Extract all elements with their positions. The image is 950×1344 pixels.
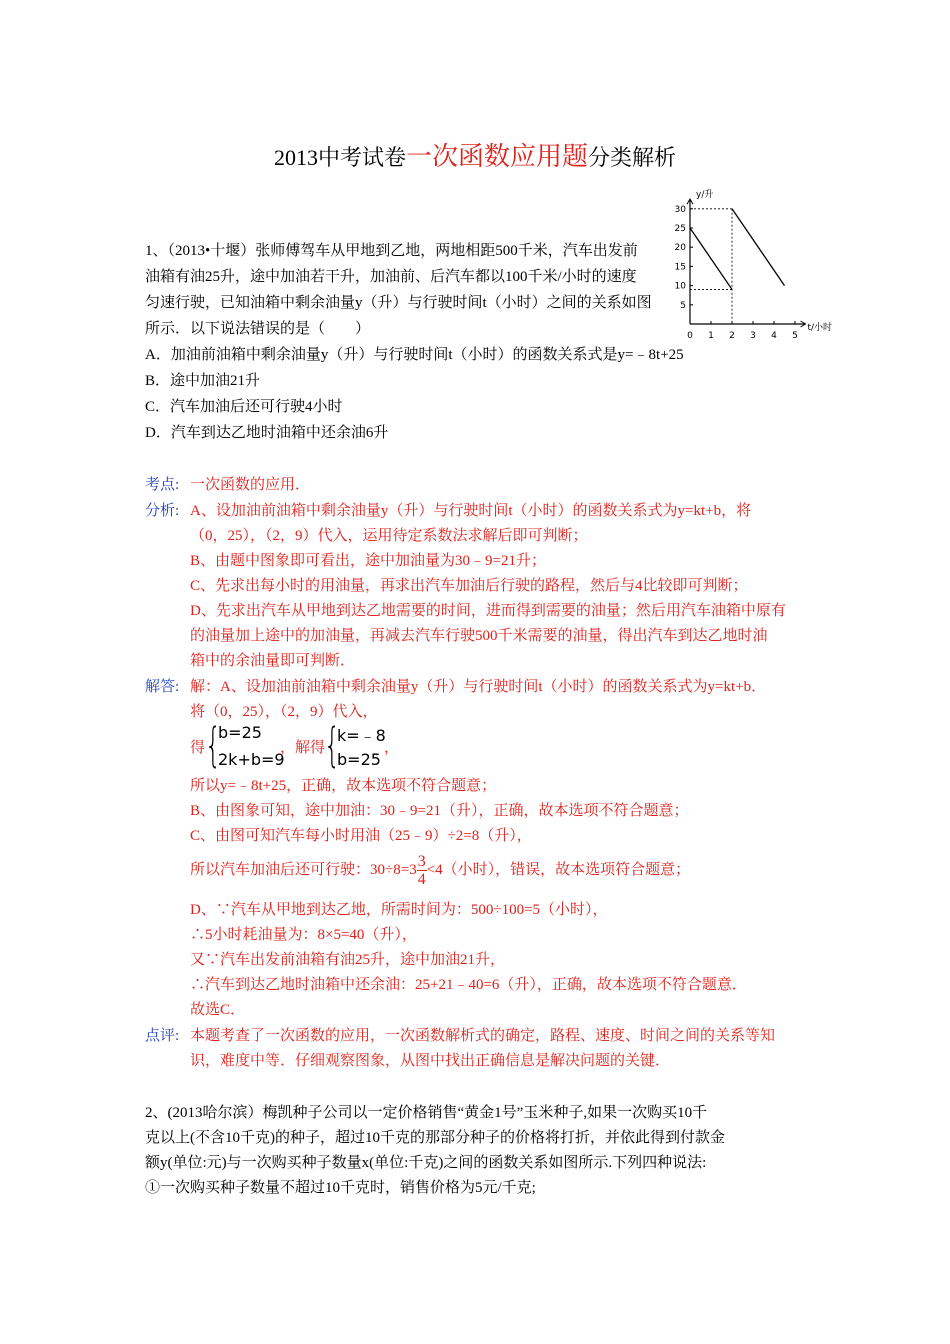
- system-2-eq-1: k=﹣8: [337, 726, 386, 745]
- jieda-line-6-pre: 所以汽车加油后还可行驶：30÷8=3: [190, 862, 417, 878]
- title-highlight: 一次函数应用题: [405, 142, 588, 171]
- fenxi-line-1: A、设加油前油箱中剩余油量y（升）与行驶时间t（小时）的函数关系式为y=kt+b，将: [190, 503, 752, 519]
- y-tick-label-20: 20: [674, 243, 686, 254]
- dianping-label: 点评:: [145, 1028, 180, 1044]
- jieda-line-4: B、由图象可知，途中加油：30﹣9=21（升），正确，故本选项不符合题意；: [190, 803, 689, 819]
- y-tick-label-30: 30: [674, 204, 686, 215]
- x-tick-label-1: 1: [708, 331, 714, 341]
- title-prefix: 2013中考试卷: [273, 145, 406, 170]
- system-1-eq-2: 2k+b=9: [218, 750, 285, 769]
- q1-stem-line-3: 匀速行驶，已知油箱中剩余油量y（升）与行驶时间t（小时）之间的关系如图: [145, 295, 652, 311]
- y-tick-label-10: 10: [674, 281, 686, 292]
- fuel-chart: [668, 190, 838, 346]
- fenxi-line-4: C、先求出每小时的用油量，再求出汽车加油后行驶的路程，然后与4比较即可判断；: [190, 578, 748, 594]
- jieda-label: 解答:: [145, 679, 180, 695]
- x-axis-label: t/小时: [807, 323, 833, 333]
- fenxi-line-2: （0，25），（2，9）代入，运用待定系数法求解后即可判断；: [190, 528, 588, 544]
- fenxi-line-5: D、先求出汽车从甲地到达乙地需要的时间，进而得到需要的油量；然后用汽车油箱中原有: [190, 603, 786, 619]
- q1-option-a: A．加油前油箱中剩余油量y（升）与行驶时间t（小时）的函数关系式是y=﹣8t+25: [145, 347, 684, 363]
- x-tick-label-5: 5: [792, 331, 798, 341]
- q2-line-4: ①一次购买种子数量不超过10千克时，销售价格为5元/千克;: [145, 1180, 536, 1196]
- jieda-line-1: 解：A、设加油前油箱中剩余油量y（升）与行驶时间t（小时）的函数关系式为y=kt+b．: [190, 679, 767, 695]
- q2-line-1: 2、(2013哈尔滨）梅凯种子公司以一定价格销售“黄金1号”玉米种子,如果一次购买10千: [145, 1105, 708, 1121]
- q1-option-d: D．汽车到达乙地时油箱中还余油6升: [145, 425, 389, 441]
- y-axis-label: y/升: [696, 190, 714, 201]
- x-tick-label-4: 4: [771, 331, 777, 341]
- jieda-line-3: 所以y=﹣8t+25，正确，故本选项不符合题意；: [190, 778, 497, 794]
- left-brace-2: {: [324, 718, 341, 772]
- kaodian-text: 一次函数的应用．: [190, 477, 311, 493]
- jieda-line-5: C、由图可知汽车每小时用油（25﹣9）÷2=8（升），: [190, 828, 532, 844]
- title-suffix: 分类解析: [588, 145, 677, 170]
- page-title: [0, 136, 950, 173]
- q1-option-c: C．汽车加油后还可行驶4小时: [145, 399, 343, 415]
- fraction-three-quarters: [417, 853, 427, 888]
- system-2-eq-2: b=25: [337, 750, 381, 769]
- fraction-denominator: 4: [417, 871, 426, 889]
- kaodian-label: 考点:: [145, 477, 180, 493]
- q2-line-2: 克以上(不含10千克)的种子，超过10千克的那部分种子的价格将打折，并依此得到付款金: [145, 1130, 725, 1146]
- x-tick-label-3: 3: [750, 331, 756, 341]
- fraction-numerator: 3: [417, 853, 426, 871]
- jieda-line-2: 将（0，25），（2，9）代入，: [190, 704, 378, 720]
- q2-line-3: 额y(单位:元)与一次购买种子数量x(单位:千克)之间的函数关系如图所示.下列四种说法:: [145, 1155, 707, 1171]
- jieda-line-10: ∴汽车到达乙地时油箱中还余油：25+21﹣40=6（升），正确，故本选项不符合题意．: [190, 977, 747, 993]
- fenxi-line-7: 箱中的余油量即可判断．: [190, 653, 356, 669]
- fenxi-label: 分析:: [145, 503, 180, 519]
- jiede-text: ，解得: [280, 740, 326, 756]
- left-brace-1: {: [205, 718, 222, 772]
- fenxi-line-3: B、由题中图象即可看出，途中加油量为30﹣9=21升；: [190, 553, 546, 569]
- jieda-line-6-post: <4（小时），错误，故本选项符合题意；: [426, 862, 691, 878]
- y-tick-label-5: 5: [680, 300, 686, 311]
- q1-stem-line-4: 所示．以下说法错误的是（ ）: [145, 321, 371, 337]
- y-tick-label-15: 15: [674, 262, 686, 273]
- series-line-2: [732, 209, 785, 286]
- jieda-line-6: [190, 850, 690, 890]
- y-tick-label-25: 25: [674, 224, 686, 234]
- x-tick-label-2: 2: [729, 331, 735, 341]
- x-tick-label-0: 0: [687, 331, 693, 341]
- jieda-line-7: D、∵汽车从甲地到达乙地，所需时间为：500÷100=5（小时），: [190, 902, 608, 918]
- dianping-line-1: 本题考查了一次函数的应用，一次函数解析式的确定，路程、速度、时间之间的关系等知: [190, 1028, 776, 1044]
- jieda-line-11: 故选C．: [190, 1002, 246, 1018]
- jieda-line-9: 又∵汽车出发前油箱有油25升，途中加油21升，: [190, 952, 506, 968]
- system-comma: ，: [384, 740, 400, 756]
- jieda-line-8: ∴5小时耗油量为：8×5=40（升），: [190, 927, 417, 943]
- dianping-line-2: 识，难度中等．仔细观察图象，从图中找出正确信息是解决问题的关键．: [190, 1053, 671, 1069]
- series-line-1: [690, 228, 732, 289]
- fenxi-line-6: 的油量加上途中的加油量，再减去汽车行驶500千米需要的油量，得出汽车到达乙地时油: [190, 628, 768, 644]
- system-1-eq-1: b=25: [218, 723, 262, 742]
- de-text: 得: [190, 740, 206, 756]
- q1-stem-line-2: 油箱有油25升，途中加油若干升，加油前、后汽车都以100千米/小时的速度: [145, 269, 637, 285]
- q1-stem-line-1: 1、（2013•十堰）张师傅驾车从甲地到乙地，两地相距500千米，汽车出发前: [145, 243, 638, 259]
- q1-option-b: B．途中加油21升: [145, 373, 261, 389]
